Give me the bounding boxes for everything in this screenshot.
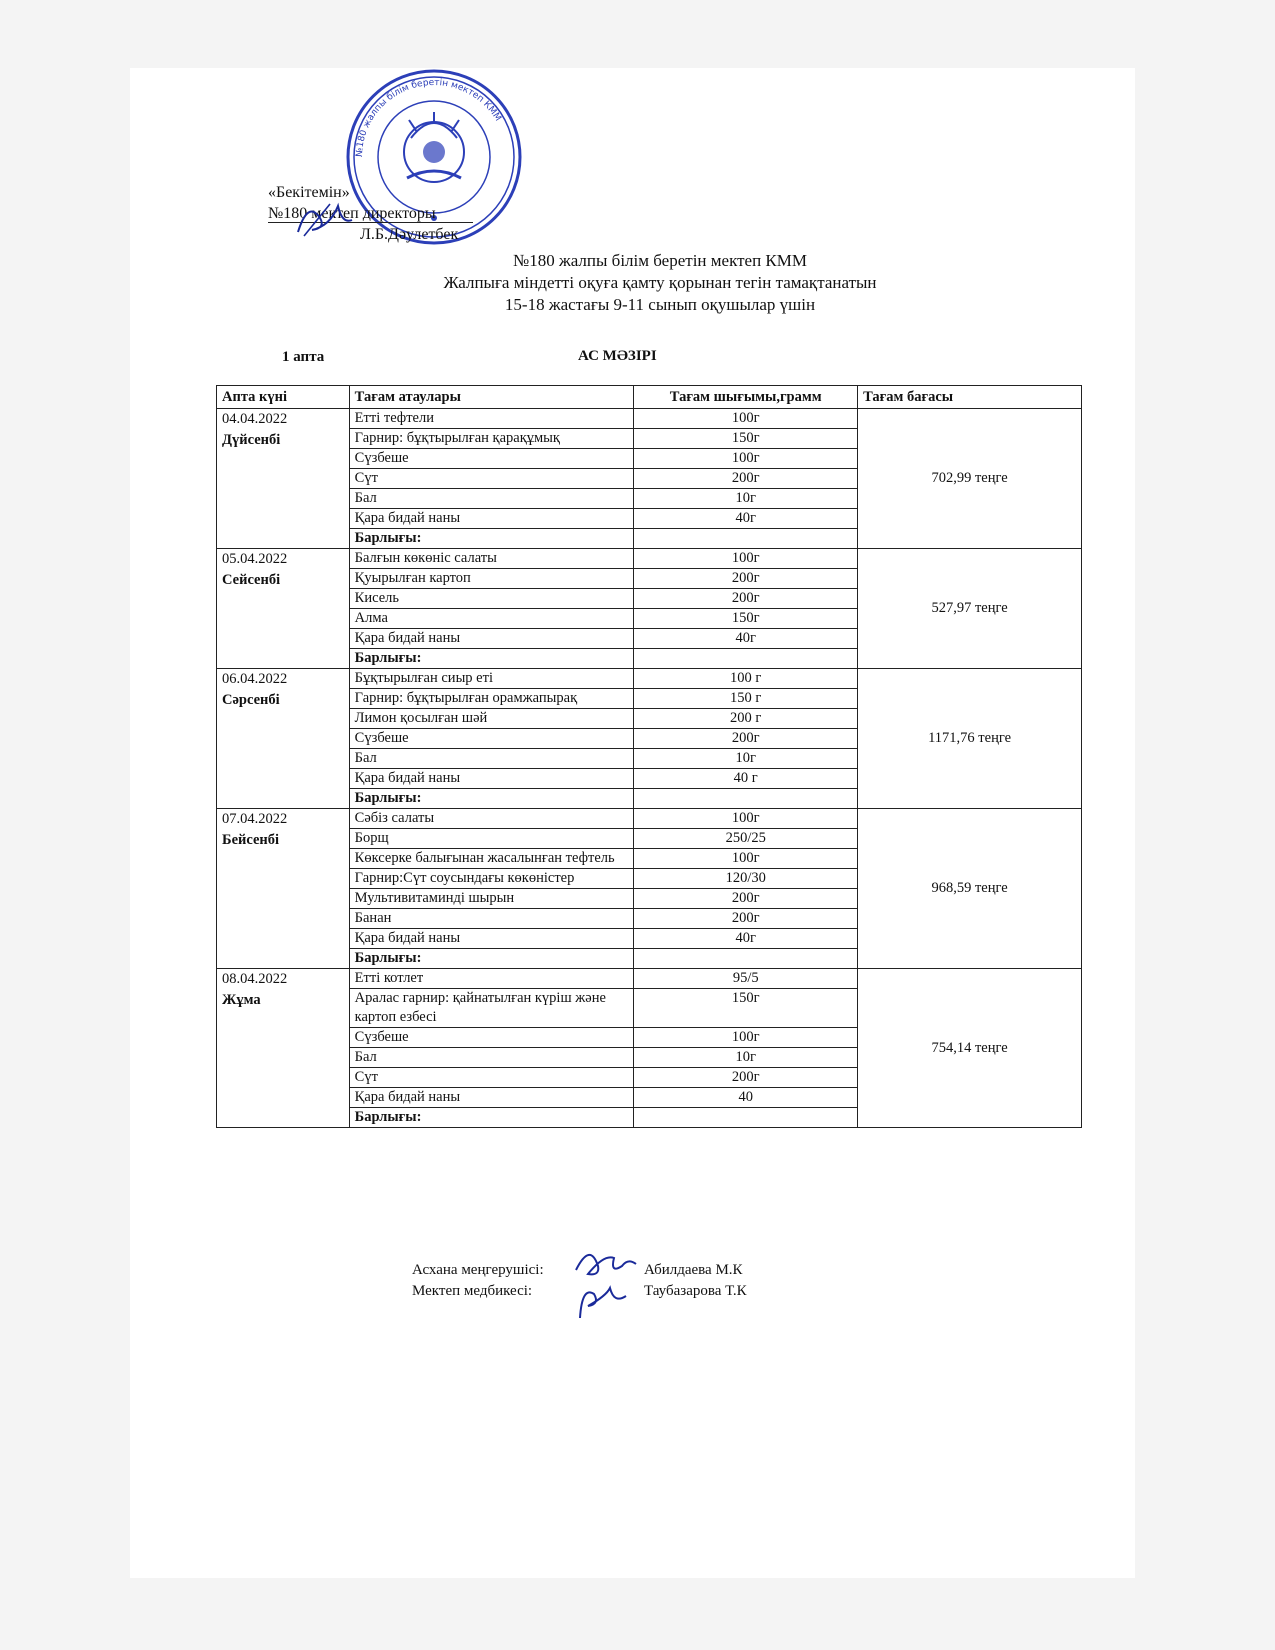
total-label: Барлығы: (349, 949, 634, 969)
dish-weight: 150г (634, 989, 858, 1028)
day-date: 05.04.2022 (222, 551, 288, 567)
dish-weight: 200г (634, 589, 858, 609)
canteen-manager-role: Асхана меңгерушісі: (412, 1262, 544, 1278)
dish-name: Гарнир: бұқтырылған орамжапырақ (349, 689, 634, 709)
dish-name: Етті котлет (349, 969, 634, 989)
dish-weight: 100г (634, 809, 858, 829)
dish-weight: 250/25 (634, 829, 858, 849)
week-label: 1 апта (282, 349, 325, 365)
total-label: Барлығы: (349, 789, 634, 809)
day-price: 1171,76 теңге (858, 669, 1082, 809)
heading-line-1: №180 жалпы білім беретін мектеп КММ (513, 251, 807, 270)
table-row (217, 409, 1082, 429)
dish-name: Бұқтырылған сиыр еті (349, 669, 634, 689)
total-label: Барлығы: (349, 1108, 634, 1128)
heading-line-2: Жалпыға міндетті оқуға қамту қорынан тегін тамақтанатын (443, 273, 877, 292)
dish-weight: 40г (634, 509, 858, 529)
dish-name: Қара бидай наны (349, 629, 634, 649)
dish-weight: 200г (634, 1068, 858, 1088)
dish-name: Лимон қосылған шәй (349, 709, 634, 729)
menu-title: АС МӘЗІРІ (578, 348, 657, 364)
header-dish: Тағам атаулары (349, 386, 634, 409)
day-price: 527,97 теңге (858, 549, 1082, 669)
dish-name: Сүт (349, 469, 634, 489)
heading-line-3: 15-18 жастағы 9-11 сынып оқушылар үшін (504, 295, 816, 314)
dish-weight: 200г (634, 889, 858, 909)
dish-name: Қара бидай наны (349, 509, 634, 529)
dish-name: Алма (349, 609, 634, 629)
dish-weight: 40г (634, 929, 858, 949)
director-signature (290, 196, 360, 242)
total-weight-empty (634, 949, 858, 969)
total-weight-empty (634, 1108, 858, 1128)
table-row (217, 809, 1082, 829)
header-weight: Тағам шығымы,грамм (634, 386, 858, 409)
dish-weight: 100г (634, 449, 858, 469)
day-name: Бейсенбі (222, 832, 280, 848)
dish-name: Борщ (349, 829, 634, 849)
dish-weight: 100г (634, 849, 858, 869)
day-date: 07.04.2022 (222, 811, 288, 827)
total-weight-empty (634, 529, 858, 549)
dish-name: Қара бидай наны (349, 769, 634, 789)
document-heading (400, 250, 920, 316)
table-row (217, 669, 1082, 689)
dish-weight: 100г (634, 1028, 858, 1048)
staff-signatures (570, 1244, 650, 1324)
dish-weight: 200г (634, 469, 858, 489)
dish-name: Көксерке балығынан жасалынған тефтель (349, 849, 634, 869)
dish-weight: 10г (634, 489, 858, 509)
dish-name: Қара бидай наны (349, 1088, 634, 1108)
dish-name: Бал (349, 489, 634, 509)
dish-weight: 10г (634, 749, 858, 769)
dish-weight: 150г (634, 429, 858, 449)
day-name: Сәрсенбі (222, 692, 280, 708)
day-date: 08.04.2022 (222, 971, 288, 987)
dish-weight: 150г (634, 609, 858, 629)
day-price: 702,99 теңге (858, 409, 1082, 549)
day-name: Жұма (222, 992, 261, 1008)
menu-body (217, 409, 1082, 1128)
dish-weight: 200г (634, 909, 858, 929)
dish-weight: 40 г (634, 769, 858, 789)
dish-name: Бал (349, 1048, 634, 1068)
day-date: 04.04.2022 (222, 411, 288, 427)
dish-weight: 200г (634, 569, 858, 589)
approval-position: №180 мектеп директоры (268, 205, 436, 222)
header-day: Апта күні (217, 386, 350, 409)
dish-weight: 200 г (634, 709, 858, 729)
school-nurse-name: Таубазарова Т.К (644, 1283, 747, 1299)
dish-name: Қара бидай наны (349, 929, 634, 949)
dish-name: Гарнир:Сүт соусындағы көкөністер (349, 869, 634, 889)
dish-name: Гарнир: бұқтырылған қарақұмық (349, 429, 634, 449)
canteen-manager-name: Абилдаева М.К (644, 1262, 743, 1278)
dish-name: Бал (349, 749, 634, 769)
dish-weight: 100г (634, 549, 858, 569)
table-row (217, 969, 1082, 989)
dish-name: Сүзбеше (349, 449, 634, 469)
dish-name: Банан (349, 909, 634, 929)
dish-weight: 200г (634, 729, 858, 749)
day-price: 754,14 теңге (858, 969, 1082, 1128)
menu-table (216, 385, 1082, 1128)
dish-weight: 95/5 (634, 969, 858, 989)
dish-weight: 100 г (634, 669, 858, 689)
dish-name: Мультивитаминді шырын (349, 889, 634, 909)
dish-name: Кисель (349, 589, 634, 609)
day-cell (217, 549, 350, 669)
dish-name: Сүт (349, 1068, 634, 1088)
header-row (217, 386, 1082, 409)
dish-name: Сәбіз салаты (349, 809, 634, 829)
day-date: 06.04.2022 (222, 671, 288, 687)
dish-weight: 40 (634, 1088, 858, 1108)
day-cell (217, 969, 350, 1128)
table-row (217, 549, 1082, 569)
header-price: Тағам бағасы (858, 386, 1082, 409)
day-name: Сейсенбі (222, 572, 281, 588)
director-name: Л.Б.Дәулетбек (360, 226, 459, 243)
dish-name: Аралас гарнир: қайнатылған күріш және картоп езбесі (349, 989, 634, 1028)
dish-weight: 150 г (634, 689, 858, 709)
day-cell (217, 669, 350, 809)
dish-name: Балғын көкөніс салаты (349, 549, 634, 569)
total-label: Барлығы: (349, 649, 634, 669)
day-name: Дүйсенбі (222, 432, 281, 448)
dish-weight: 120/30 (634, 869, 858, 889)
dish-name: Сүзбеше (349, 1028, 634, 1048)
total-weight-empty (634, 789, 858, 809)
dish-weight: 100г (634, 409, 858, 429)
approval-title: «Бекітемін» (268, 184, 350, 201)
seal-text: №180 жалпы білім беретін мектеп КММ (354, 77, 503, 158)
signatures-block (412, 1260, 747, 1302)
dish-weight: 10г (634, 1048, 858, 1068)
day-cell (217, 409, 350, 549)
dish-name: Қуырылған картоп (349, 569, 634, 589)
school-nurse-role: Мектеп медбикесі: (412, 1283, 533, 1299)
dish-weight: 40г (634, 629, 858, 649)
day-cell (217, 809, 350, 969)
dish-name: Сүзбеше (349, 729, 634, 749)
dish-name: Етті тефтели (349, 409, 634, 429)
total-label: Барлығы: (349, 529, 634, 549)
day-price: 968,59 теңге (858, 809, 1082, 969)
total-weight-empty (634, 649, 858, 669)
